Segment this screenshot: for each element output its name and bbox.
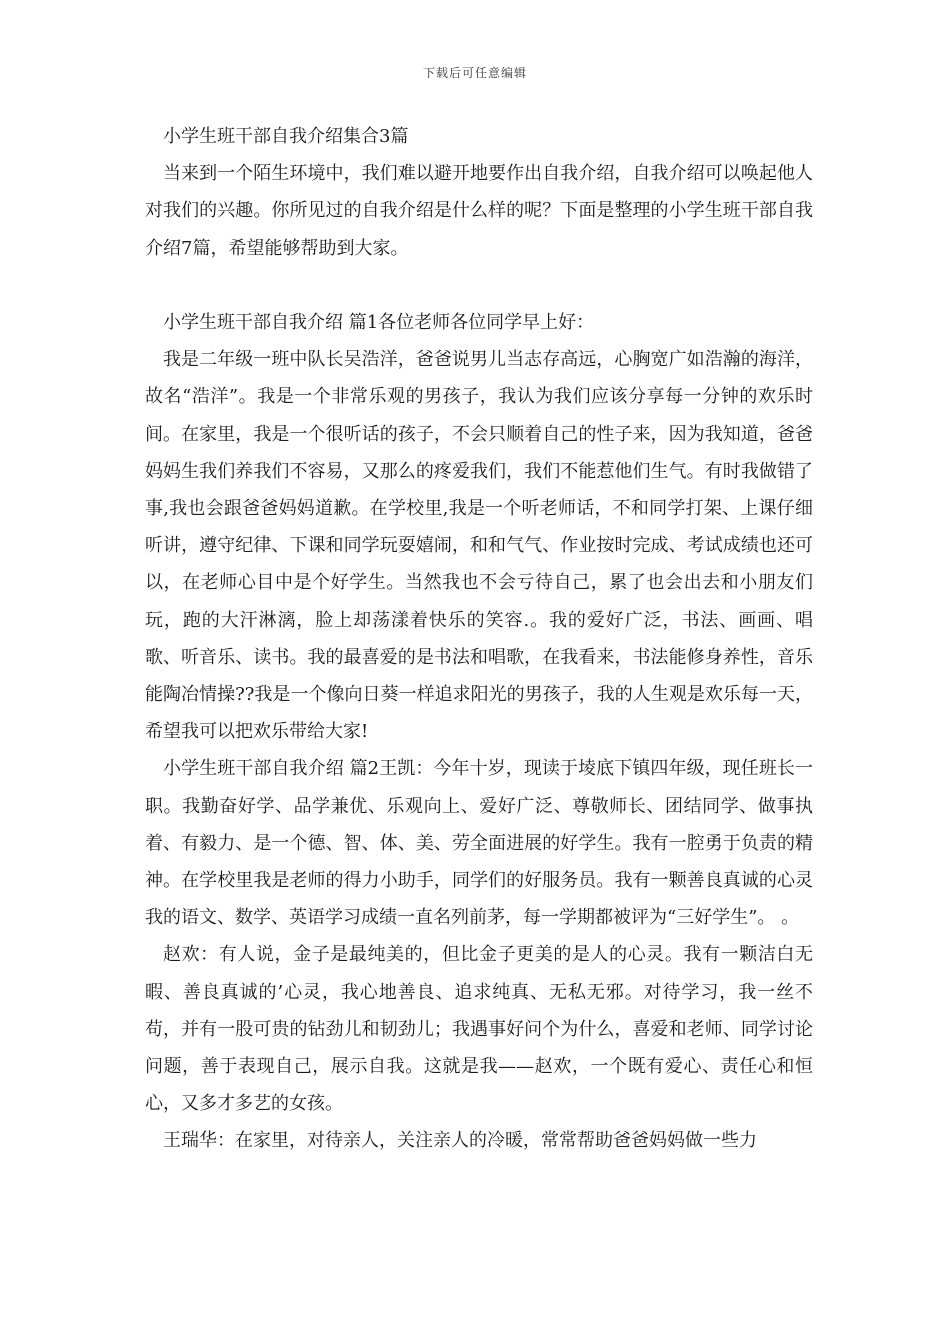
intro-paragraph: 当来到一个陌生环境中，我们难以避开地要作出自我介绍，自我介绍可以唤起他人对我们的兴趣。你所见过的自我介绍是什么样的呢？下面是整理的小学生班干部自我介绍7篇，希望能够帮助到大家。 [145, 163, 813, 259]
document-title: 小学生班干部自我介绍集合3篇 [163, 126, 409, 147]
section1-heading: 小学生班干部自我介绍 篇1各位老师各位同学早上好： [163, 312, 595, 333]
document-body [145, 118, 813, 1160]
section1-paragraph: 我是二年级一班中队长吴浩洋，爸爸说男儿当志存高远，心胸宽广如浩瀚的海洋，故名“浩洋”。我是一个非常乐观的男孩子，我认为我们应该分享每一分钟的欢乐时间。在家里，我是一个很听话的孩子，不会只顺着自己的性子来，因为我知道，爸爸妈妈生我们养我们不容易，又那么的疼爱我们，我们不能惹他们生气。有时我做错了事,我也会跟爸爸妈妈道歉。在学校里,我是一个听老师话，不和同学打架、上课仔细听讲，遵守纪律、下课和同学玩耍嬉闹，和和气气、作业按时完成、考试成绩也还可以，在老师心目中是个好学生。当然我也不会亏待自己，累了也会出去和小朋友们玩，跑的大汗淋漓，脸上却荡漾着快乐的笑容.。我的爱好广泛，书法、画画、唱歌、听音乐、读书。我的最喜爱的是书法和唱歌，在我看来，书法能修身养性，音乐能陶冶情操??我是一个像向日葵一样追求阳光的男孩子，我的人生观是欢乐每一天，希望我可以把欢乐带给大家! [145, 349, 813, 743]
zhaohuan-paragraph: 赵欢：有人说，金子是最纯美的，但比金子更美的是人的心灵。我有一颗洁白无暇、善良真诚的’心灵，我心地善良、追求纯真、无私无邪。对待学习，我一丝不苟，并有一股可贵的钻劲儿和韧劲儿；我遇事好问个为什么，喜爱和老师、同学讨论问题，善于表现自己，展示自我。这就是我——赵欢，一个既有爱心、责任心和恒心，又多才多艺的女孩。 [145, 944, 813, 1115]
wangruihua-paragraph: 王瑞华：在家里，对待亲人，关注亲人的冷暖，常常帮助爸爸妈妈做一些力 [163, 1130, 757, 1152]
section2-paragraph: 小学生班干部自我介绍 篇2王凯：今年十岁，现读于堎底下镇四年级，现任班长一职。我勤奋好学、品学兼优、乐观向上、爱好广泛、尊敬师长、团结同学、做事执着、有毅力、是一个德、智、体、美、劳全面进展的好学生。我有一腔勇于负责的精神。在学校里我是老师的得力小助手，同学们的好服务员。我有一颗善良真诚的心灵我的语文、数学、英语学习成绩一直名列前茅，每一学期都被评为“三好学生”。 。 [145, 758, 813, 929]
page-header-note: 下载后可任意编辑 [422, 66, 527, 80]
paragraph-gap [145, 267, 813, 304]
